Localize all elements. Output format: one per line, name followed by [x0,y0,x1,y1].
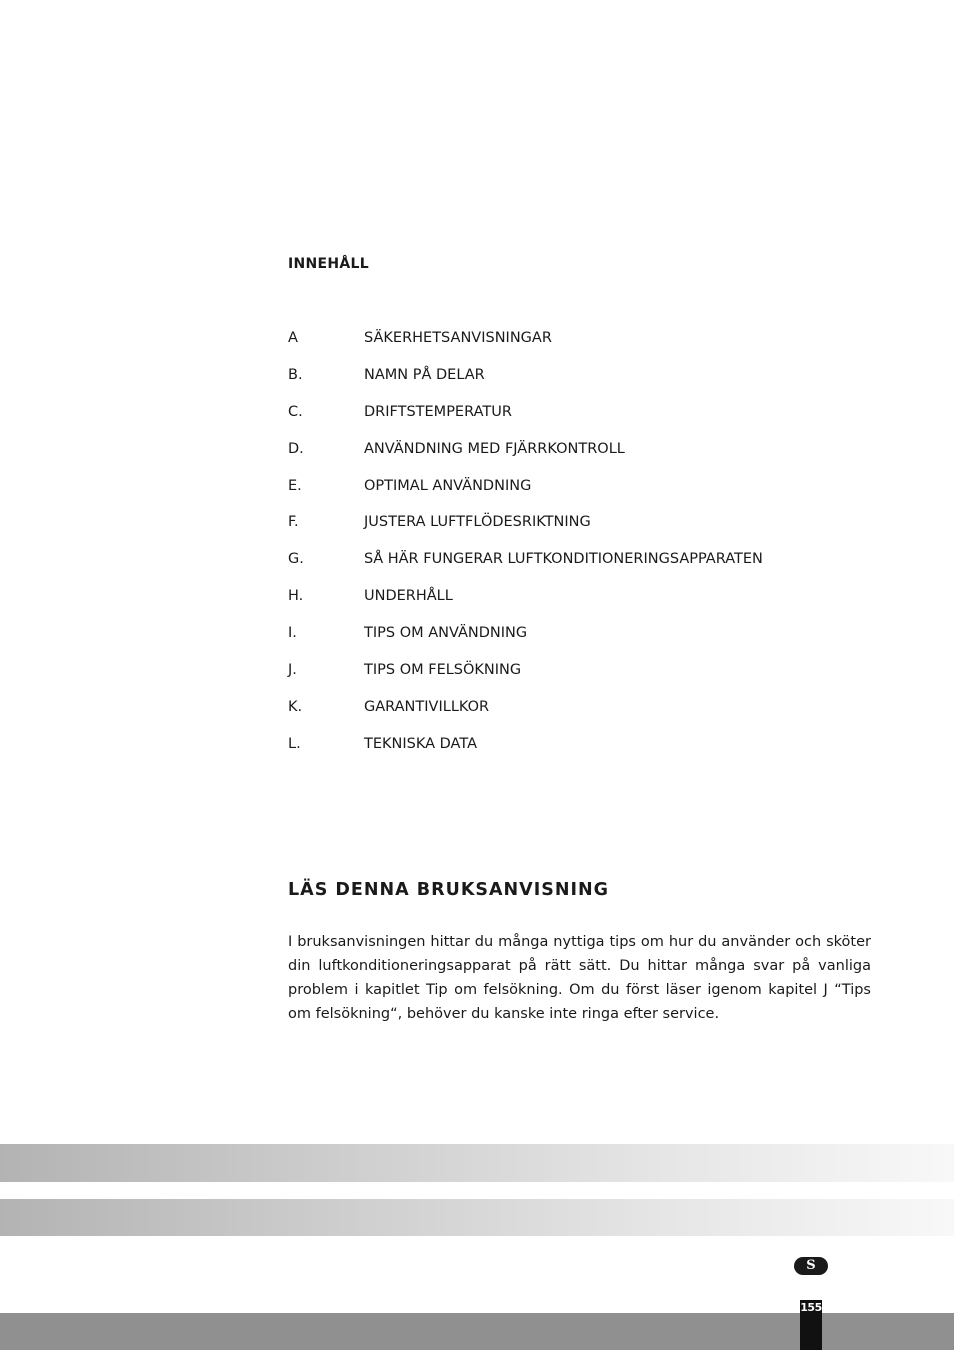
toc-item-letter: A [288,330,298,346]
section-heading: LÄS DENNA BRUKSANVISNING [288,880,610,900]
toc-item [288,623,888,660]
toc-item-title: OPTIMAL ANVÄNDNING [364,477,532,494]
toc-item-letter: D. [288,440,304,457]
language-badge: S [794,1257,828,1275]
toc-item-letter: G. [288,551,304,568]
toc-item [288,586,888,623]
toc-item-title: SÄKERHETSANVISNINGAR [364,330,552,346]
page-number: 155 [800,1301,822,1314]
decorative-band-bottom [0,1199,954,1236]
decorative-band-top [0,1144,954,1182]
toc-item-title: TIPS OM FELSÖKNING [364,662,522,679]
toc-item [288,439,888,476]
toc-item-title: TIPS OM ANVÄNDNING [364,625,528,642]
toc-item-letter: C. [288,403,303,420]
toc-item [288,476,888,513]
toc-heading: INNEHÅLL [288,256,369,272]
toc-item [288,328,888,365]
toc-item-letter: L. [288,735,301,752]
toc-item-title: DRIFTSTEMPERATUR [364,403,512,420]
toc-item [288,734,888,771]
toc-item [288,660,888,697]
toc-item-letter: K. [288,698,303,715]
toc-item-letter: J. [288,662,297,679]
toc-item-letter: I. [288,625,297,642]
toc-item [288,402,888,439]
toc-item-letter: F. [288,514,299,531]
toc-item-title: SÅ HÄR FUNGERAR LUFTKONDITIONERINGSAPPARATEN [364,551,763,568]
toc-item-title: TEKNISKA DATA [364,735,477,752]
toc-item-letter: B. [288,366,303,383]
intro-paragraph: I bruksanvisningen hittar du många nyttiga tips om hur du använder och sköter din luftkonditioneringsapparat på rätt sätt. Du hittar många svar på vanliga problem i kapitlet Tip om felsökning. Om du först läser igenom kapitel J “Tips om felsökning“, behöver du kanske inte ringa efter service. [288,934,871,1022]
toc-item-title: ANVÄNDNING MED FJÄRRKONTROLL [364,440,625,457]
toc-item [288,549,888,586]
toc-item [288,365,888,402]
toc-item-title: JUSTERA LUFTFLÖDESRIKTNING [364,514,591,531]
toc-item-title: GARANTIVILLKOR [364,698,490,715]
toc-list [288,328,888,771]
toc-item [288,512,888,549]
toc-item-letter: H. [288,588,304,605]
toc-item-letter: E. [288,477,302,494]
toc-item-title: UNDERHÅLL [364,588,453,605]
toc-item [288,697,888,734]
toc-item-title: NAMN PÅ DELAR [364,366,485,383]
